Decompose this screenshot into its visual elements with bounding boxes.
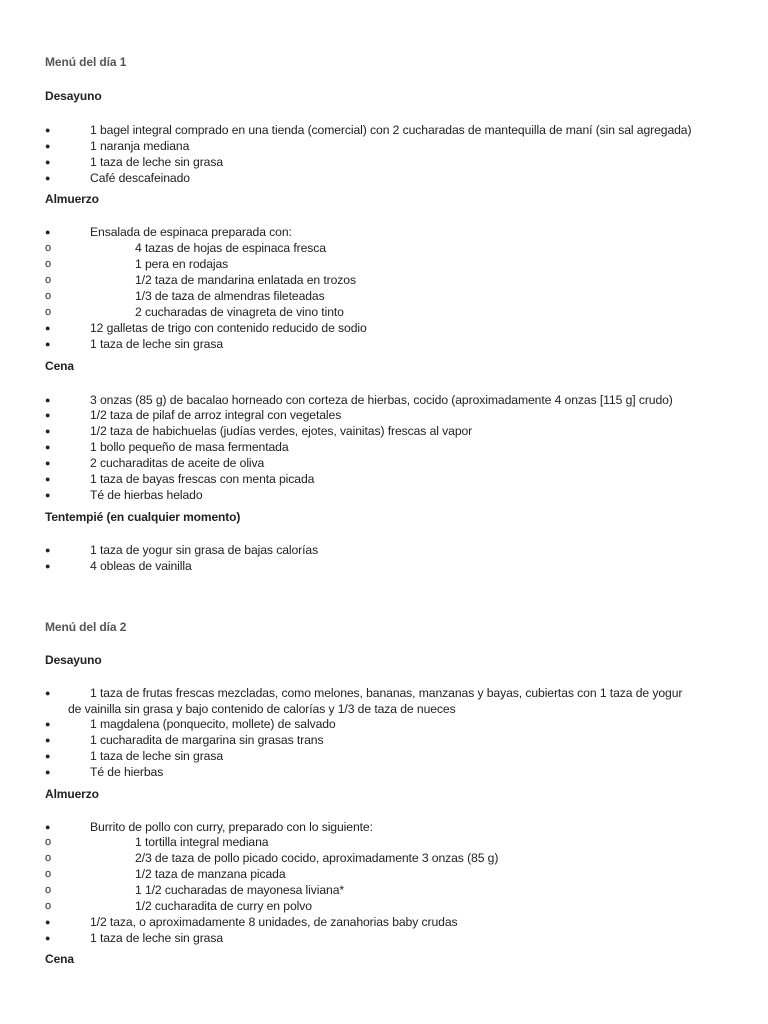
item-text: 1 taza de yogur sin grasa de bajas calorías [90,543,319,557]
circle-bullet-icon: o [45,884,52,896]
bullet-icon: ● [45,157,51,167]
item-text: Burrito de pollo con curry, preparado con lo siguiente: [90,820,373,834]
heading-text: Almuerzo [45,192,99,206]
item-text: 1 pera en rodajas [135,257,229,271]
list-item [0,558,768,574]
item-text: 1 taza de leche sin grasa [90,155,224,169]
menu-day-heading [0,54,768,70]
sub-list-item [0,240,768,256]
bullet-icon: ● [45,458,51,468]
bullet-icon: ● [45,227,51,237]
list-item [0,224,768,240]
item-text: 1 1/2 cucharadas de mayonesa liviana* [135,883,345,897]
bullet-icon: ● [45,490,51,500]
heading-text: Menú del día 2 [45,620,127,634]
item-text: 3 onzas (85 g) de bacalao horneado con corteza de hierbas, cocido (aproximadamente 4 onzas [115 g] crudo) [90,393,673,407]
list-item [0,748,768,764]
circle-bullet-icon: o [45,836,52,848]
item-text: 1/2 cucharadita de curry en polvo [135,899,312,913]
meal-heading [0,509,768,525]
bullet-icon: ● [45,426,51,436]
bullet-icon: ● [45,395,51,405]
meal-heading [0,358,768,374]
item-text: 4 obleas de vainilla [90,559,192,573]
list-item [0,170,768,186]
bullet-icon: ● [45,173,51,183]
list-item [0,455,768,471]
item-text: 1/2 taza de pilaf de arroz integral con vegetales [90,408,342,422]
heading-text: Desayuno [45,653,102,667]
list-item [0,819,768,835]
item-text: Ensalada de espinaca preparada con: [90,225,292,239]
item-text: 1 taza de bayas frescas con menta picada [90,472,315,486]
item-text: 1/2 taza de manzana picada [135,867,286,881]
item-text: 2 cucharaditas de aceite de oliva [90,456,265,470]
sub-list-item [0,834,768,850]
item-text: 1 naranja mediana [90,139,190,153]
item-text: 1 bagel integral comprado en una tienda (comercial) con 2 cucharadas de mantequilla de maní (sin sal agregada) [90,123,692,137]
sub-list-item [0,256,768,272]
list-item [0,138,768,154]
sub-list-item [0,272,768,288]
circle-bullet-icon: o [45,274,52,286]
bullet-icon: ● [45,751,51,761]
bullet-icon: ● [45,735,51,745]
item-text: 1 taza de frutas frescas mezcladas, como melones, bananas, manzanas y bayas, cubiertas con 1 taza de yogur [90,686,683,700]
item-text: Café descafeinado [90,171,190,185]
list-item [0,732,768,748]
item-text: 1 taza de leche sin grasa [90,931,224,945]
heading-text: Almuerzo [45,787,99,801]
item-text: 2 cucharadas de vinagreta de vino tinto [135,305,344,319]
bullet-icon: ● [45,561,51,571]
meal-heading [0,786,768,802]
circle-bullet-icon: o [45,868,52,880]
list-item [0,320,768,336]
list-item [0,914,768,930]
item-text: 1/2 taza, o aproximadamente 8 unidades, de zanahorias baby crudas [90,915,458,929]
bullet-icon: ● [45,767,51,777]
item-text: 1 cucharadita de margarina sin grasas trans [90,733,324,747]
heading-text: Cena [45,952,74,966]
heading-text: Desayuno [45,89,102,103]
list-item [0,487,768,503]
item-text: de vainilla sin grasa y bajo contenido de calorías y 1/3 de taza de nueces [68,702,456,716]
circle-bullet-icon: o [45,290,52,302]
bullet-icon: ● [45,125,51,135]
item-text: Té de hierbas helado [90,488,203,502]
item-text: 1 bollo pequeño de masa fermentada [90,440,289,454]
bullet-icon: ● [45,688,51,698]
circle-bullet-icon: o [45,852,52,864]
item-text: 4 tazas de hojas de espinaca fresca [135,241,326,255]
item-text: 1/2 taza de mandarina enlatada en trozos [135,273,356,287]
circle-bullet-icon: o [45,900,52,912]
list-item [0,122,768,138]
meal-heading [0,88,768,104]
sub-list-item [0,304,768,320]
list-item [0,439,768,455]
menu-day-heading [0,619,768,635]
item-text: 1 tortilla integral mediana [135,835,269,849]
list-item [0,471,768,487]
list-item [0,392,768,408]
bullet-icon: ● [45,323,51,333]
bullet-icon: ● [45,339,51,349]
list-item [0,930,768,946]
bullet-icon: ● [45,442,51,452]
meal-heading [0,951,768,967]
bullet-icon: ● [45,545,51,555]
bullet-icon: ● [45,822,51,832]
sub-list-item [0,866,768,882]
sub-list-item [0,850,768,866]
bullet-icon: ● [45,410,51,420]
list-item [0,764,768,780]
bullet-icon: ● [45,141,51,151]
item-text: 1 taza de leche sin grasa [90,337,224,351]
list-item [0,716,768,732]
list-item [0,407,768,423]
circle-bullet-icon: o [45,258,52,270]
bullet-icon: ● [45,917,51,927]
sub-list-item [0,898,768,914]
meal-heading [0,652,768,668]
sub-list-item [0,882,768,898]
bullet-icon: ● [45,933,51,943]
item-text: 2/3 de taza de pollo picado cocido, aproximadamente 3 onzas (85 g) [135,851,499,865]
item-text: 1/2 taza de habichuelas (judías verdes, ejotes, vainitas) frescas al vapor [90,424,473,438]
list-item-continuation [0,701,768,717]
list-item [0,685,768,701]
heading-text: Tentempié (en cualquier momento) [45,510,241,524]
item-text: Té de hierbas [90,765,164,779]
heading-text: Menú del día 1 [45,55,127,69]
bullet-icon: ● [45,474,51,484]
list-item [0,423,768,439]
list-item [0,336,768,352]
heading-text: Cena [45,359,74,373]
sub-list-item [0,288,768,304]
list-item [0,154,768,170]
item-text: 12 galletas de trigo con contenido reducido de sodio [90,321,367,335]
bullet-icon: ● [45,719,51,729]
circle-bullet-icon: o [45,242,52,254]
circle-bullet-icon: o [45,306,52,318]
item-text: 1 magdalena (ponquecito, mollete) de salvado [90,717,336,731]
item-text: 1 taza de leche sin grasa [90,749,224,763]
list-item [0,542,768,558]
meal-heading [0,191,768,207]
item-text: 1/3 de taza de almendras fileteadas [135,289,325,303]
